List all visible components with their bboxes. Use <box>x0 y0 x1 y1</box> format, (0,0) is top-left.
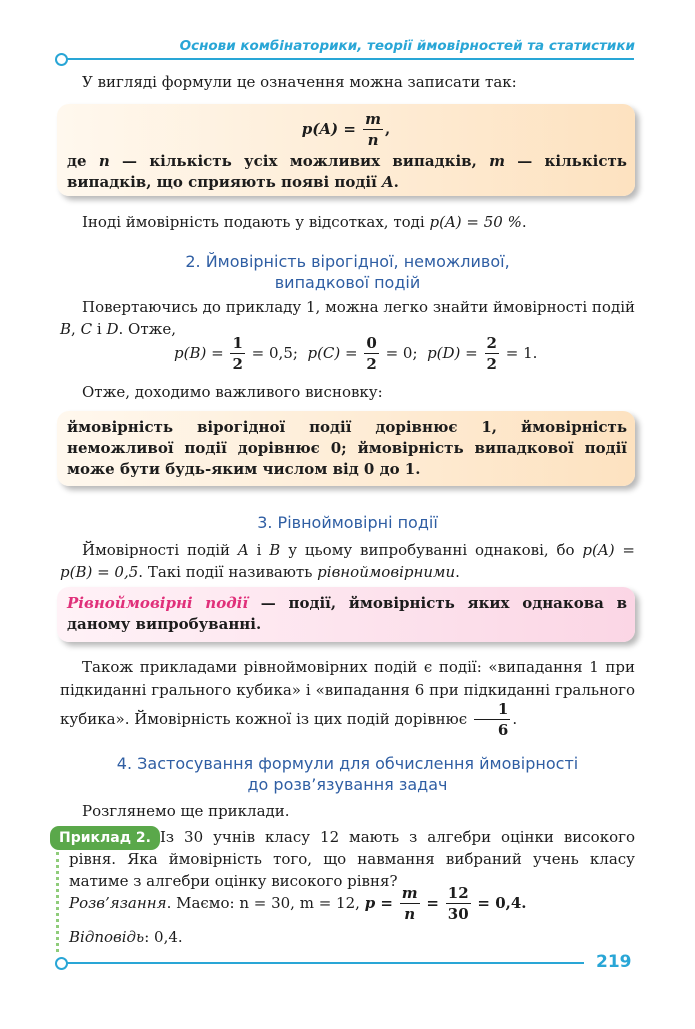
conclusion-text: ймовірність вірогідної події дорівнює 1, ймовірність неможливої події дорівнює 0; ймовірність випадкової події може бути будь-яким числом від 0 до 1. <box>67 418 627 478</box>
desc-m: m <box>489 152 505 170</box>
footer-circle-icon <box>55 957 68 970</box>
s3-text-3: . Такі події називають <box>138 563 313 581</box>
s4-intro-text: Розглянемо ще приклади. <box>82 802 290 820</box>
percent-formula: p(A) = 50 % <box>429 213 522 231</box>
f-b-num: 1 <box>232 334 243 352</box>
solution-p: p = <box>364 894 393 912</box>
f-c-den: 2 <box>366 355 377 373</box>
s3-frac-den: 6 <box>497 721 509 739</box>
page-number: 219 <box>596 952 632 972</box>
answer-label: Відповідь <box>69 928 145 946</box>
desc-a: A <box>382 173 394 191</box>
formula-eq: = <box>343 120 356 138</box>
formula-fraction <box>363 112 383 148</box>
s3-event-b: B <box>269 541 281 559</box>
desc-part-3: — кількість випадків, що сприяють появі події <box>67 152 627 191</box>
sol-num-2: 12 <box>447 884 469 902</box>
desc-n: n <box>98 152 110 170</box>
s3-text-4: . <box>455 563 460 581</box>
header-rule <box>64 58 634 60</box>
example-text: Із 30 учнів класу 12 мають з алгебри оцінки високого рівня. Яка ймовірність того, що навмання вибраний учень класу матиме з алгебри оцінку високого рівня? <box>69 828 635 890</box>
formula-denominator: n <box>367 131 379 149</box>
section-4-heading-line-1: 4. Застосування формули для обчислення ймовірності <box>116 754 579 773</box>
intro-paragraph <box>60 71 635 93</box>
section-2-formulas <box>174 336 537 372</box>
header-title: Основи комбінаторики, теорії ймовірностей та статистики <box>179 38 635 54</box>
conclusion-intro-text: Отже, доходимо важливого висновку: <box>82 383 383 401</box>
f-d-fraction <box>485 336 499 372</box>
s3-frac-num: 1 <box>474 702 510 720</box>
conclusion-box <box>57 411 635 486</box>
f-b-fraction <box>230 336 244 372</box>
percent-paragraph <box>60 211 635 233</box>
s3-and: і <box>256 541 262 559</box>
f-d-lhs: p(D) = <box>427 344 478 362</box>
s3-event-a: A <box>237 541 249 559</box>
sol-num-1: m <box>401 884 418 902</box>
answer-line <box>69 926 635 948</box>
desc-part-2: — кількість усіх можливих випадків, <box>109 152 477 170</box>
percent-before: Іноді ймовірність подають у відсотках, тоді <box>82 213 425 231</box>
section-4-heading-line-2: до розв’язування задач <box>247 775 448 794</box>
s3-fraction <box>474 702 510 738</box>
example-badge: Приклад 2. <box>50 826 160 850</box>
f-d-num: 2 <box>486 334 497 352</box>
s2-event-d: D <box>106 320 119 338</box>
section-2-heading <box>60 251 635 293</box>
solution-result: = 0,4. <box>477 894 527 912</box>
s2-and: і <box>96 320 102 338</box>
solution-fraction-1 <box>400 886 420 922</box>
f-c-num: 0 <box>366 334 377 352</box>
s3-text-1: Ймовірності подій <box>82 541 231 559</box>
intro-text: У вигляді формули це означення можна записати так: <box>82 73 517 91</box>
f-d-rhs: = 1. <box>505 344 538 362</box>
section-3-example <box>60 656 635 738</box>
section-2-paragraph <box>60 296 635 340</box>
f-b-den: 2 <box>232 355 243 373</box>
s3-frac-after: . <box>512 710 518 728</box>
solution-fraction-2 <box>446 886 471 922</box>
formula-numerator: m <box>365 110 381 128</box>
solution-eq: = <box>426 894 439 912</box>
solution-text: . Маємо: n = 30, m = 12, <box>166 894 360 912</box>
s3-example-text: Також прикладами рівноймовірних подій є події: «випадання 1 при підкиданні грального кубика» і «випадання 6 при підкиданні грального кубика». Ймовірність кожної із цих подій дорівнює <box>60 658 635 728</box>
example-text-block <box>69 826 635 892</box>
formula-comma: , <box>385 120 391 138</box>
f-d-den: 2 <box>486 355 497 373</box>
definition-rest: — події, ймовірність яких однакова в даному випробуванні. <box>67 594 628 633</box>
s2-sep: , <box>71 320 76 338</box>
s2-event-b: B <box>60 320 72 338</box>
answer-text: : 0,4. <box>144 928 183 946</box>
formula-box <box>57 104 635 196</box>
section-3-paragraph <box>60 539 635 583</box>
section-2-heading-line-1: 2. Ймовірність вірогідної, неможливої, <box>185 252 510 271</box>
desc-part-1: де <box>67 152 87 170</box>
section-4-intro <box>60 800 635 822</box>
f-c-lhs: p(C) = <box>307 344 358 362</box>
section-3-heading <box>60 512 635 533</box>
footer-rule <box>64 962 584 964</box>
s2-text-before: Повертаючись до прикладу 1, можна легко знайти ймовірності подій <box>82 298 635 316</box>
s2-text-after: . Отже, <box>118 320 177 338</box>
example-dotted-rule <box>56 852 62 952</box>
formula-lhs: p(A) <box>301 120 339 138</box>
section-3-heading-text: 3. Рівноймовірні події <box>257 513 438 532</box>
sol-den-1: n <box>404 905 416 923</box>
s2-event-c: C <box>80 320 93 338</box>
desc-part-4: . <box>393 173 399 191</box>
f-b-lhs: p(B) = <box>174 344 224 362</box>
formula-description <box>67 151 627 193</box>
solution-line <box>69 886 527 922</box>
f-c-fraction <box>364 336 378 372</box>
s3-formula: p(A) = p(B) = 0,5 <box>60 541 635 581</box>
conclusion-intro <box>60 381 635 403</box>
definition-text <box>67 593 627 635</box>
definition-term: Рівноймовірні події <box>67 594 249 612</box>
f-b-rhs: = 0,5; <box>251 344 298 362</box>
solution-label: Розв’язання <box>69 894 167 912</box>
f-c-rhs: = 0; <box>385 344 418 362</box>
section-4-heading <box>60 753 635 795</box>
page-header <box>0 0 695 70</box>
section-2-heading-line-2: випадкової подій <box>274 273 421 292</box>
s3-term-inline: рівноймовірними <box>317 563 456 581</box>
sol-den-2: 30 <box>447 905 469 923</box>
s3-text-2: у цьому випробуванні однакові, бо <box>288 541 575 559</box>
probability-formula <box>57 112 635 148</box>
percent-after: . <box>521 213 527 231</box>
header-circle-icon <box>55 53 68 66</box>
definition-box <box>57 587 635 642</box>
